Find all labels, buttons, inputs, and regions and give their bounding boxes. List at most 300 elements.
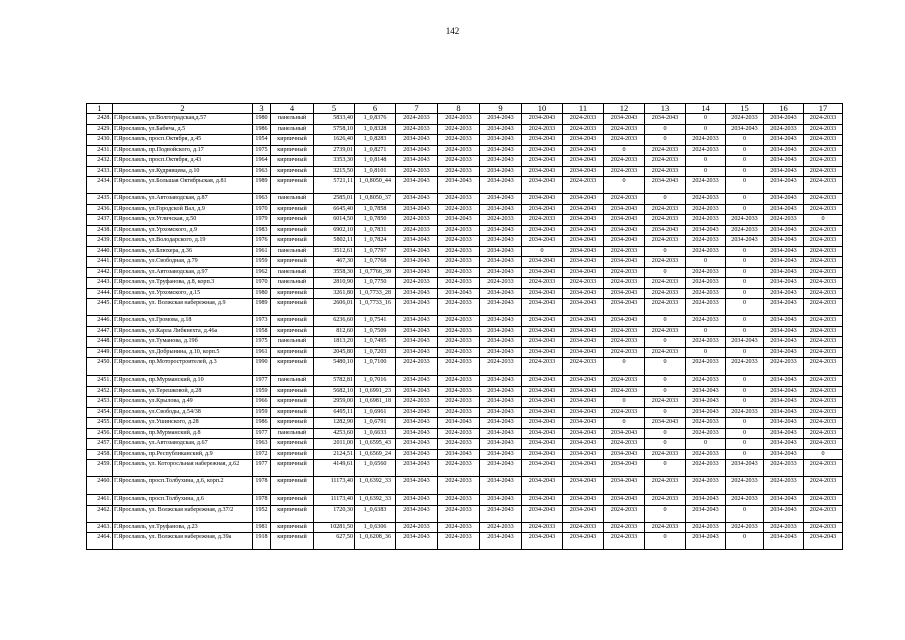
table-cell: 2024-2033 — [645, 204, 686, 215]
table-cell: 2024-2033 — [645, 215, 686, 226]
table-cell: 2034-2043 — [563, 337, 604, 348]
table-cell: 2034-2043 — [396, 337, 438, 348]
table-row — [87, 337, 843, 348]
table-cell: 2024-2033 — [604, 347, 645, 358]
table-cell: 2034-2043 — [563, 236, 604, 247]
table-cell: 1_0,7495 — [355, 337, 396, 348]
table-cell: Г.Ярославль, ул.Терешковой, д.28 — [113, 386, 253, 397]
column-header-16: 16 — [764, 104, 804, 114]
table-cell: кирпичный — [271, 166, 314, 177]
page-number: 142 — [445, 26, 460, 36]
table-cell: 2024-2033 — [563, 278, 604, 289]
table-cell: 0 — [645, 194, 686, 205]
table-cell: 2024-2033 — [645, 347, 686, 358]
table-cell: 0 — [686, 124, 726, 135]
table-cell: Г.Ярославль, ул.Автозаводская, д.67 — [113, 439, 253, 450]
table-cell: 2024-2033 — [726, 522, 764, 533]
table-cell: 2024-2033 — [686, 337, 726, 348]
table-cell: 1970 — [253, 204, 271, 215]
table-cell: кирпичный — [271, 316, 314, 327]
table-cell: 2034-2043 — [563, 460, 604, 477]
table-cell: 2024-2033 — [804, 439, 843, 450]
table-cell: 0 — [726, 386, 764, 397]
table-cell: Г.Ярославль, ул.Громова, д.18 — [113, 316, 253, 327]
table-cell: 0 — [726, 505, 764, 522]
table-cell: 2024-2033 — [604, 267, 645, 278]
table-cell: 2034-2043 — [480, 225, 522, 236]
table-row — [87, 267, 843, 278]
table-cell: 2034-2043 — [480, 418, 522, 429]
table-row — [87, 114, 843, 125]
table-cell: 0 — [686, 326, 726, 337]
table-cell: кирпичный — [271, 326, 314, 337]
table-cell: 2024-2033 — [764, 124, 804, 135]
table-cell: 2034-2043 — [764, 194, 804, 205]
table-cell: 2024-2033 — [438, 337, 480, 348]
table-cell: 2034-2043 — [480, 428, 522, 439]
column-header-6: 6 — [355, 104, 396, 114]
table-cell: Г.Ярославль, ул.Угличская, д.50 — [113, 215, 253, 226]
table-cell: 2034-2043 — [480, 299, 522, 316]
column-header-2: 2 — [113, 104, 253, 114]
table-cell: Г.Ярославль, ул.Городской Вал, д.9 — [113, 204, 253, 215]
table-cell: 1976 — [253, 236, 271, 247]
table-cell: 2034-2043 — [522, 236, 563, 247]
table-cell: 2034-2043 — [396, 533, 438, 550]
table-cell: 2034-2043 — [480, 326, 522, 337]
table-cell: 1980 — [253, 114, 271, 125]
table-cell: 2034-2043 — [396, 177, 438, 194]
table-cell: панельный — [271, 114, 314, 125]
table-cell: 6495,11 — [314, 407, 355, 418]
table-cell: 2459. — [87, 460, 113, 477]
table-cell: 2024-2033 — [438, 505, 480, 522]
table-cell: 0 — [645, 505, 686, 522]
table-cell: 0 — [645, 386, 686, 397]
table-cell: 1_0,7797 — [355, 246, 396, 257]
table-row — [87, 278, 843, 289]
table-cell: 2024-2033 — [396, 522, 438, 533]
table-cell: Г.Ярославль, ул.Автозаводская, д.97 — [113, 267, 253, 278]
table-cell: 2024-2033 — [480, 278, 522, 289]
table-cell: панельный — [271, 428, 314, 439]
table-cell: 1978 — [253, 477, 271, 495]
table-cell: 0 — [645, 316, 686, 327]
table-cell: 2024-2033 — [804, 236, 843, 247]
table-cell: 2024-2033 — [438, 477, 480, 495]
table-cell: 0 — [726, 397, 764, 408]
table-row — [87, 288, 843, 299]
table-row — [87, 386, 843, 397]
table-cell: 2024-2033 — [438, 299, 480, 316]
table-cell: 1981 — [253, 522, 271, 533]
table-cell: 1977 — [253, 428, 271, 439]
table-cell: 2034-2043 — [563, 397, 604, 408]
table-cell: Г.Ярославль, ул.Туманова, д.19б — [113, 337, 253, 348]
table-cell: 2444. — [87, 288, 113, 299]
table-cell: 1_0,8328 — [355, 124, 396, 135]
table-cell: 2452. — [87, 386, 113, 397]
table-cell: 0 — [726, 135, 764, 146]
table-cell: 2739,01 — [314, 145, 355, 156]
table-cell: 0 — [645, 337, 686, 348]
table-cell: кирпичный — [271, 495, 314, 506]
table-cell: 1_0,6981_18 — [355, 397, 396, 408]
table-cell: Г.Ярославль, просп.Октября, д.43 — [113, 156, 253, 167]
table-cell: 1962 — [253, 267, 271, 278]
table-cell: 2024-2033 — [804, 477, 843, 495]
table-cell: 2034-2043 — [522, 428, 563, 439]
table-cell: 1918 — [253, 533, 271, 550]
table-cell: 2034-2043 — [764, 166, 804, 177]
table-cell: 2034-2043 — [563, 156, 604, 167]
table-cell: 1_0,7768 — [355, 257, 396, 268]
table-cell: 2034-2043 — [686, 505, 726, 522]
table-cell: 2034-2043 — [804, 533, 843, 550]
table-cell: панельный — [271, 278, 314, 289]
table-cell: 2034-2043 — [438, 418, 480, 429]
table-cell: 2443. — [87, 278, 113, 289]
column-header-11: 11 — [563, 104, 604, 114]
table-cell: 1986 — [253, 418, 271, 429]
table-cell: 2024-2033 — [563, 114, 604, 125]
table-cell: 2034-2043 — [522, 204, 563, 215]
table-cell: 2034-2043 — [726, 337, 764, 348]
table-cell: 2034-2043 — [764, 145, 804, 156]
table-cell: 2034-2043 — [480, 177, 522, 194]
table-cell: 2034-2043 — [604, 288, 645, 299]
table-row — [87, 225, 843, 236]
table-cell: Г.Ярославль, ул. Которосльная набережная, д.62 — [113, 460, 253, 477]
table-cell: 2024-2033 — [396, 166, 438, 177]
table-cell: 2024-2033 — [804, 145, 843, 156]
table-cell: 0 — [726, 204, 764, 215]
table-cell: 2034-2043 — [480, 124, 522, 135]
column-header-17: 17 — [804, 104, 843, 114]
table-cell: 6902,10 — [314, 225, 355, 236]
table-cell: 1_0,6383 — [355, 505, 396, 522]
table-cell: 2024-2033 — [645, 236, 686, 247]
table-cell: 2034-2043 — [522, 145, 563, 156]
table-cell: 2024-2033 — [726, 495, 764, 506]
table-cell: 2034-2043 — [764, 533, 804, 550]
table-cell: 2034-2043 — [396, 156, 438, 167]
table-cell: Г.Ярославль, ул.Карла Либкнехта, д.46а — [113, 326, 253, 337]
table-cell: кирпичный — [271, 386, 314, 397]
table-cell: 2034-2043 — [764, 397, 804, 408]
table-cell: 1_0,7203 — [355, 347, 396, 358]
table-cell: 0 — [726, 376, 764, 387]
table-cell: 2034-2043 — [563, 257, 604, 268]
table-cell: 2034-2043 — [480, 407, 522, 418]
table-cell: 2034-2043 — [686, 397, 726, 408]
table-cell: 2011,00 — [314, 439, 355, 450]
table-cell: 2024-2033 — [604, 135, 645, 146]
table-cell: 2024-2033 — [645, 145, 686, 156]
table-cell: 2024-2033 — [686, 278, 726, 289]
table-cell: 2024-2033 — [726, 225, 764, 236]
table-cell: 1_0,7509 — [355, 326, 396, 337]
table-cell: 0 — [726, 246, 764, 257]
table-cell: 2034-2043 — [604, 299, 645, 316]
table-cell: 2024-2033 — [438, 428, 480, 439]
table-cell: 2024-2033 — [804, 505, 843, 522]
table-cell: 1_0,8050_44 — [355, 177, 396, 194]
table-cell: 2024-2033 — [686, 299, 726, 316]
table-cell: 2034-2043 — [604, 114, 645, 125]
table-cell: 2034-2043 — [522, 135, 563, 146]
table-cell: 2034-2043 — [522, 257, 563, 268]
table-cell: 2034-2043 — [563, 386, 604, 397]
table-cell: 2034-2043 — [396, 347, 438, 358]
table-cell: 1966 — [253, 397, 271, 408]
table-cell: 2034-2043 — [396, 288, 438, 299]
table-row — [87, 257, 843, 268]
table-cell: 2034-2043 — [396, 407, 438, 418]
table-cell: 2034-2043 — [522, 460, 563, 477]
table-cell: 2024-2033 — [726, 215, 764, 226]
table-cell: 2034-2043 — [522, 166, 563, 177]
table-cell: кирпичный — [271, 449, 314, 460]
table-cell: 1626,40 — [314, 135, 355, 146]
table-cell: Г.Ярославль, ул. Волжская набережная, д.39а — [113, 533, 253, 550]
table-cell: 2034-2043 — [764, 386, 804, 397]
table-cell: 1_0,6392_33 — [355, 477, 396, 495]
table-cell: 2024-2033 — [604, 246, 645, 257]
table-cell: 2024-2033 — [804, 246, 843, 257]
table-cell: 2429. — [87, 124, 113, 135]
table-row — [87, 449, 843, 460]
table-cell: 2024-2033 — [396, 215, 438, 226]
table-cell: 0 — [645, 439, 686, 450]
table-cell: 2024-2033 — [438, 236, 480, 247]
table-cell: 2024-2033 — [686, 376, 726, 387]
table-cell: 2448. — [87, 337, 113, 348]
table-cell: 2034-2043 — [645, 114, 686, 125]
table-cell: 2034-2043 — [764, 376, 804, 387]
table-cell: Г.Ярославль, ул. Волжская набережная, д.9 — [113, 299, 253, 316]
table-cell: 0 — [645, 460, 686, 477]
table-cell: 2024-2033 — [396, 358, 438, 376]
table-cell: 2034-2043 — [563, 477, 604, 495]
table-cell: 2034-2043 — [480, 495, 522, 506]
table-cell: Г.Ярославль, ул.Свободы, д.54/38 — [113, 407, 253, 418]
table-cell: 1977 — [253, 460, 271, 477]
table-cell: 2436. — [87, 204, 113, 215]
table-cell: 2034-2043 — [764, 246, 804, 257]
table-cell: 2024-2033 — [480, 522, 522, 533]
table-cell: 2024-2033 — [522, 215, 563, 226]
table-cell: 2034-2043 — [563, 376, 604, 387]
table-cell: 2034-2043 — [686, 533, 726, 550]
table-cell: 2442. — [87, 267, 113, 278]
table-cell: 2024-2033 — [604, 194, 645, 205]
table-cell: 2034-2043 — [563, 449, 604, 460]
table-cell: 2034-2043 — [396, 145, 438, 156]
table-cell: 2431. — [87, 145, 113, 156]
table-cell: 2024-2033 — [686, 204, 726, 215]
table-cell: 2024-2033 — [686, 449, 726, 460]
table-cell: 2034-2043 — [480, 386, 522, 397]
table-cell: 2034-2043 — [522, 397, 563, 408]
table-cell: 627,50 — [314, 533, 355, 550]
table-cell: 2464. — [87, 533, 113, 550]
table-cell: 2024-2033 — [686, 177, 726, 194]
table-cell: 2024-2033 — [645, 477, 686, 495]
table-cell: Г.Ярославль, ул.Свободная, д.79 — [113, 257, 253, 268]
table-cell: 0 — [686, 347, 726, 358]
table-row — [87, 236, 843, 247]
table-cell: 2455. — [87, 418, 113, 429]
table-cell: 2034-2043 — [522, 449, 563, 460]
table-row — [87, 505, 843, 522]
table-cell: 2437. — [87, 215, 113, 226]
table-cell: 1_0,6392_33 — [355, 495, 396, 506]
table-cell: 0 — [604, 177, 645, 194]
table-cell: 0 — [726, 166, 764, 177]
table-cell: 2034-2043 — [764, 278, 804, 289]
table-row — [87, 135, 843, 146]
table-cell: 2034-2043 — [522, 316, 563, 327]
table-cell: 2585,01 — [314, 194, 355, 205]
table-row — [87, 358, 843, 376]
table-cell: Г.Ярославль, ул.Труфанова, д.8, корп.3 — [113, 278, 253, 289]
table-cell: 2034-2043 — [726, 460, 764, 477]
table-cell: 2034-2043 — [563, 246, 604, 257]
table-cell: 2024-2033 — [480, 358, 522, 376]
table-cell: 2034-2043 — [396, 428, 438, 439]
table-row — [87, 156, 843, 167]
table-cell: 2034-2043 — [396, 326, 438, 337]
table-cell: 2024-2033 — [645, 257, 686, 268]
table-row — [87, 397, 843, 408]
table-cell: 2034-2043 — [686, 407, 726, 418]
table-cell: 1_0,8271 — [355, 145, 396, 156]
table-cell: 2024-2033 — [804, 397, 843, 408]
table-cell: 2034-2043 — [480, 460, 522, 477]
table-cell: 2034-2043 — [480, 267, 522, 278]
table-cell: кирпичный — [271, 215, 314, 226]
table-cell: 0 — [645, 428, 686, 439]
table-cell: кирпичный — [271, 397, 314, 408]
table-cell: 2034-2043 — [480, 194, 522, 205]
table-cell: кирпичный — [271, 505, 314, 522]
table-cell: 2034-2043 — [480, 156, 522, 167]
table-cell: 2034-2043 — [522, 439, 563, 450]
table-cell: 2034-2043 — [604, 316, 645, 327]
table-cell: 2024-2033 — [804, 428, 843, 439]
table-cell: 1980 — [253, 288, 271, 299]
table-cell: 2024-2033 — [438, 522, 480, 533]
table-cell: 2034-2043 — [645, 418, 686, 429]
table-cell: 2034-2043 — [522, 418, 563, 429]
table-cell: 2024-2033 — [438, 225, 480, 236]
table-cell: 2441. — [87, 257, 113, 268]
table-cell: 2450. — [87, 358, 113, 376]
table-cell: 2024-2033 — [438, 358, 480, 376]
table-cell: 1979 — [253, 215, 271, 226]
table-cell: 2034-2043 — [604, 236, 645, 247]
table-cell: 2034-2043 — [764, 337, 804, 348]
table-cell: 2024-2033 — [522, 278, 563, 289]
table-cell: 2024-2033 — [804, 177, 843, 194]
table-cell: 2024-2033 — [604, 376, 645, 387]
table-cell: 2034-2043 — [396, 439, 438, 450]
table-cell: 2024-2033 — [604, 124, 645, 135]
table-cell: 2034-2043 — [764, 156, 804, 167]
table-cell: 2034-2043 — [480, 505, 522, 522]
table-cell: 2034-2043 — [764, 407, 804, 418]
table-cell: 2034-2043 — [686, 495, 726, 506]
table-cell: 1_0,7541 — [355, 316, 396, 327]
table-cell: 2024-2033 — [804, 278, 843, 289]
table-cell: 0 — [726, 267, 764, 278]
table-cell: 1_0,6991_23 — [355, 386, 396, 397]
table-cell: 0 — [726, 194, 764, 205]
table-cell: 2034-2043 — [764, 495, 804, 506]
table-cell: 2024-2033 — [438, 533, 480, 550]
table-cell: 2428. — [87, 114, 113, 125]
table-cell: 2034-2043 — [563, 326, 604, 337]
table-cell: 2454. — [87, 407, 113, 418]
table-cell: 2024-2033 — [804, 316, 843, 327]
table-cell: 2034-2043 — [563, 215, 604, 226]
table-cell: 2458. — [87, 449, 113, 460]
table-cell: 4149,61 — [314, 460, 355, 477]
table-cell: 1_0,7850 — [355, 215, 396, 226]
table-cell: 2024-2033 — [804, 135, 843, 146]
table-cell: 2024-2033 — [804, 358, 843, 376]
table-cell: 2024-2033 — [686, 288, 726, 299]
table-cell: 2024-2033 — [645, 278, 686, 289]
table-cell: 0 — [726, 418, 764, 429]
table-cell: 2024-2033 — [563, 124, 604, 135]
table-cell: 2433. — [87, 166, 113, 177]
table-cell: 2024-2033 — [804, 288, 843, 299]
table-cell: 2024-2033 — [645, 397, 686, 408]
table-row — [87, 204, 843, 215]
table-cell: 0 — [726, 177, 764, 194]
table-cell: Г.Ярославль, ул.Автозаводская, д.87 — [113, 194, 253, 205]
table-cell: 2024-2033 — [804, 495, 843, 506]
table-cell: 467,30 — [314, 257, 355, 268]
table-cell: 2024-2033 — [438, 326, 480, 337]
table-cell: 2024-2033 — [438, 194, 480, 205]
table-cell: Г.Ярославль, ул.Большая Октябрьская, д.81 — [113, 177, 253, 194]
table-row — [87, 407, 843, 418]
table-cell: 2453. — [87, 397, 113, 408]
table-cell: 2034-2043 — [563, 407, 604, 418]
table-cell: 2034-2043 — [764, 347, 804, 358]
table-cell: 2034-2043 — [522, 533, 563, 550]
table-cell: 0 — [686, 166, 726, 177]
table-cell: 2034-2043 — [764, 257, 804, 268]
table-row — [87, 166, 843, 177]
table-cell: 2034-2043 — [396, 299, 438, 316]
table-cell: 0 — [604, 358, 645, 376]
table-cell: Г.Ярославль, ул.Крылова, д.49 — [113, 397, 253, 408]
table-cell: 2024-2033 — [438, 114, 480, 125]
table-cell: 2124,51 — [314, 449, 355, 460]
table-cell: 2024-2033 — [645, 326, 686, 337]
table-cell: 3261,80 — [314, 288, 355, 299]
table-cell: 3558,30 — [314, 267, 355, 278]
table-cell: 1813,20 — [314, 337, 355, 348]
table-cell: 5721,11 — [314, 177, 355, 194]
table-cell: Г.Ярославль, ул.Волгоградская,д.57 — [113, 114, 253, 125]
table-cell: 0 — [645, 376, 686, 387]
table-cell: 1964 — [253, 156, 271, 167]
